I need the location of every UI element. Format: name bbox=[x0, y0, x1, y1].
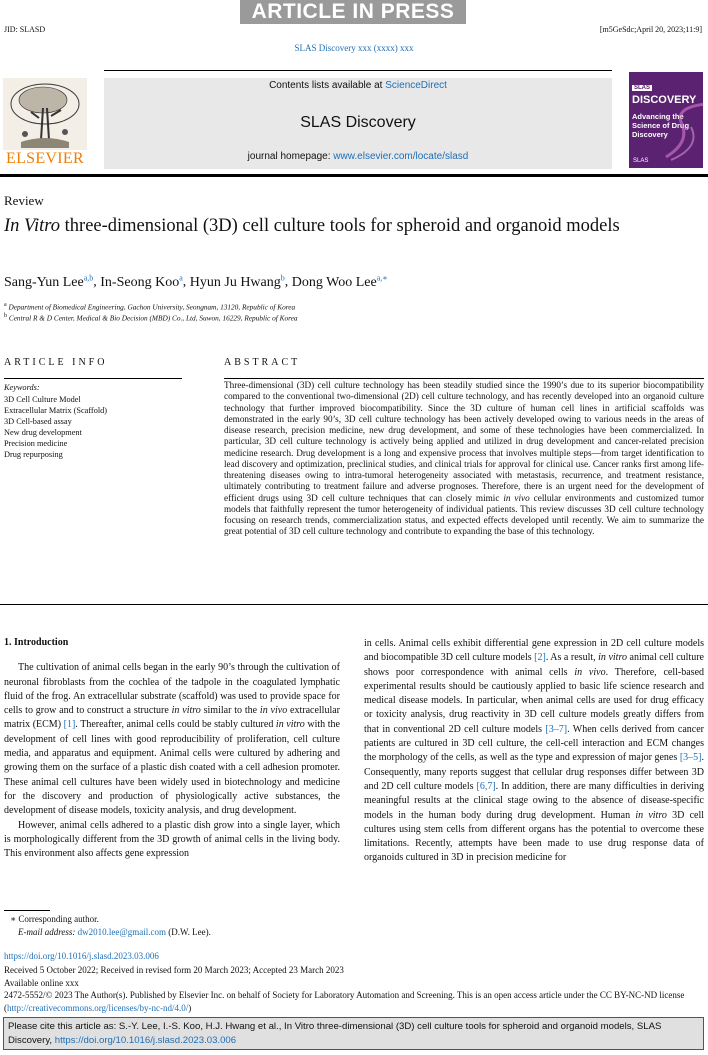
keyword: Extracellular Matrix (Scaffold) bbox=[4, 406, 108, 415]
abstract-text: Three-dimensional (3D) cell culture technology has been steadily studied since the 1990’s due to its superior biocompatibility compared to the conventional two-dimensional (2D) cell culture technology, and has recently developed into an organoid culture technology that further improved biocompatibility. Since the 3D culture of human cell lines in artificial scaffolds was demonstrated in the early 90’s, 3D cell culture technology has been actively developed owing to various needs in the areas of disease research, precision medicine, new drug development, and some of these technologies have been commercialized. In particular, 3D cell culture technology is actively being applied and utilized in drug development and cancer-related precision medicine research. Drug development is a long and expensive process that involves multiple steps—from target identification to lead discovery and optimization, preclinical studies, and clinical trials for approval for clinical use. Cancer ranks first among life-threatening diseases owing to intra-tumoral heterogeneity associated with metastasis, recurrence, and treatment resistance, ultimately contributing to treatment failure and adverse prognoses. Therefore, there is an urgent need for the development of efficient drugs using 3D cell culture techniques that can closely mimic in vivo cellular environments and customized tumor models that faithfully represent the tumor heterogeneity of individual patients. This review discusses 3D cell culture technology focusing on research trends, commercialization status, and expected effects developed until recently. We aim to summarize the great potential of 3D cell culture technology and contribute to expanding the base of this technology. bbox=[224, 380, 705, 537]
cover-tagline: Advancing the Science of Drug Discovery bbox=[632, 112, 690, 139]
masthead-bottom-rule bbox=[0, 174, 708, 177]
affiliation: $^b$ Central R & D Center, Medical & Bio Decision (MBD) Co., Ltd, Suwon, 16229, Republic of Korea bbox=[4, 313, 298, 323]
available-online: Available online xxx bbox=[4, 977, 79, 988]
masthead bbox=[0, 70, 708, 172]
keyword: New drug development bbox=[4, 428, 82, 437]
title-rest: three-dimensional (3D) cell culture tools for spheroid and organoid models bbox=[60, 216, 620, 236]
paragraph: The cultivation of animal cells began in the early 90’s through the cultivation of neuronal fibroblasts from the cochlea of the tadpole in the coagulated lymphatic fluid of the frog. An extracellular substrate (scaffold) was used to provide space for cells to grow and to construct a structure in vitro similar to the in vivo extracellular matrix (ECM) [1]. Thereafter, animal cells could be stably cultured in vitro with the development of cell lines with good reproducibility of proliferation, cell culture media, and apparatus and equipment. Animal cells were cultured by adhering and growing them on the surface of a plastic dish coated with a cell adhesion promoter. These animal cell cultures have been widely used in biotechnology and medicine for the discovery and production of physiologically active substances, the development of disease models, toxicity analysis, and drug development. bbox=[4, 662, 341, 817]
received-dates: Received 5 October 2022; Received in revised form 20 March 2023; Accepted 23 March 2023 bbox=[4, 965, 344, 975]
keyword-list bbox=[4, 394, 107, 460]
build-stamp: [m5GeSdc;April 20, 2023;11:9] bbox=[599, 25, 702, 34]
footnote-rule bbox=[4, 910, 50, 911]
cite-this-article-box: Please cite this article as: S.-Y. Lee, I.-S. Koo, H.J. Hwang et al., In Vitro three-dimensional (3D) cell culture tools for spheroid and organoid models, SLAS Discovery, https://doi.org/10.1016/j.slasd.2023.03.006 bbox=[3, 1017, 704, 1050]
homepage-line bbox=[104, 151, 612, 162]
title-italic: In Vitro bbox=[4, 216, 61, 236]
license-statement: 2472-5552/© 2023 The Author(s). Published by Elsevier Inc. on behalf of Society for Laboratory Automation and Screening. This is an open access article under the CC BY-NC-ND license (http://creativecommons.org/licenses/by-nc-nd/4.0/) bbox=[4, 990, 685, 1013]
citation-doi-link[interactable]: https://doi.org/10.1016/j.slasd.2023.03.006 bbox=[54, 1035, 237, 1046]
doi-link[interactable]: https://doi.org/10.1016/j.slasd.2023.03.006 bbox=[4, 951, 159, 961]
citation-link[interactable]: [2] bbox=[534, 652, 546, 664]
citation-link[interactable]: [3–7] bbox=[545, 723, 568, 735]
journal-name: SLAS Discovery bbox=[300, 114, 416, 131]
cover-footer: SLAS bbox=[633, 158, 649, 164]
author[interactable]: Hyun Ju Hwang$^b$ bbox=[189, 273, 285, 290]
paragraph: in cells. Animal cells exhibit differential gene expression in 2D cell culture models and biocompatible 3D cell culture models [2]. As a result, in vitro animal cell culture shows poor correspondence with animal cells in vivo. Therefore, cell-based experimental results should be cautiously applied to basic life science research and medical disease models. In particular, when animal cells are used for drug efficacy or toxicity analysis, drug reactivity in 3D cell culture models greatly differs from that in conventional 2D cell culture models [3–7]. When cells derived from cancer patients are cultured in 3D cell culture, the cell-cell interaction and ECM changes the morphology of the cells, as well as the type and expression of major genes [3–5]. Consequently, many reports suggest that cellular drug responses differ between 3D and 2D cell culture models [6,7]. In addition, there are many difficulties in deriving meaningful results at the clinical stage owing to the absence of disease-specific models in the human body during drug development. Human in vitro 3D cell cultures using stem cells from different organs has the potential to overcome these limitations. Recently, attempts have been made to use drug response data of organoids cultured in 3D in precision medicine for bbox=[364, 638, 705, 864]
publication-dates bbox=[4, 964, 708, 1014]
masthead-top-rule bbox=[104, 70, 612, 71]
keyword: 3D Cell-based assay bbox=[4, 417, 72, 426]
abstract-rule bbox=[224, 378, 704, 379]
author[interactable]: Sang-Yun Lee$^{a,b}$ bbox=[4, 273, 94, 290]
section-divider bbox=[0, 604, 708, 605]
citation-link[interactable]: [3–5] bbox=[679, 752, 702, 764]
journal-cover[interactable] bbox=[629, 72, 703, 168]
journal-homepage-link[interactable]: www.elsevier.com/locate/slasd bbox=[333, 151, 469, 162]
contents-prefix: Contents lists available at bbox=[269, 80, 386, 91]
sciencedirect-link[interactable]: ScienceDirect bbox=[385, 80, 447, 91]
abstract-heading: ABSTRACT bbox=[224, 357, 301, 368]
masthead-center-box bbox=[104, 78, 612, 169]
citation-link[interactable]: [6,7] bbox=[476, 780, 496, 792]
email-note: E-mail address: dw2010.lee@gmail.com (D.W. Lee). bbox=[18, 927, 211, 937]
body-column-left bbox=[4, 636, 340, 861]
license-link[interactable]: http://creativecommons.org/licenses/by-nc-nd/4.0/ bbox=[7, 1002, 189, 1013]
article-in-press-banner: ARTICLE IN PRESS bbox=[240, 0, 466, 24]
body-column-right bbox=[364, 637, 704, 866]
author[interactable]: Dong Woo Lee$^{a,∗}$ bbox=[291, 273, 388, 290]
keyword: Precision medicine bbox=[4, 439, 68, 448]
affiliation: $^a$ Department of Biomedical Engineering, Gachon University, Seongnam, 13120, Republic of Korea bbox=[4, 302, 296, 312]
article-type: Review bbox=[4, 193, 44, 208]
paragraph: However, animal cells adhered to a plastic dish grow into a single layer, which is morphologically different from the 3D growth of animal cells in the living body. This environment also affects gene expression bbox=[4, 819, 340, 860]
info-rule bbox=[4, 378, 182, 379]
contents-line bbox=[104, 80, 612, 91]
email-link[interactable]: dw2010.lee@gmail.com bbox=[77, 927, 166, 937]
keyword: Drug repurposing bbox=[4, 450, 63, 459]
elsevier-wordmark: ELSEVIER bbox=[6, 150, 84, 167]
journal-id: JID: SLASD bbox=[4, 25, 46, 34]
homepage-prefix: journal homepage: bbox=[247, 151, 334, 162]
author-list: Sang-Yun Lee$^{a,b}$, In-Seong Koo$^a$, Hyun Ju Hwang$^b$, Dong Woo Lee$^{a,∗}$ bbox=[4, 273, 388, 290]
cover-tag: SLAS bbox=[634, 85, 651, 91]
article-info-heading: ARTICLE INFO bbox=[4, 357, 108, 368]
article-title bbox=[4, 214, 664, 239]
section-heading: 1. Introduction bbox=[4, 637, 69, 648]
cover-swirl-graphic bbox=[661, 102, 703, 162]
keywords-label: Keywords: bbox=[4, 383, 40, 392]
citation-link[interactable]: [1] bbox=[63, 719, 76, 731]
corresponding-author-note: ∗ Corresponding author. bbox=[10, 914, 99, 924]
author[interactable]: In-Seong Koo$^a$ bbox=[100, 273, 183, 290]
keyword: 3D Cell Culture Model bbox=[4, 395, 81, 404]
cover-title: DISCOVERY bbox=[632, 94, 697, 106]
journal-reference-link[interactable]: SLAS Discovery xxx (xxxx) xxx bbox=[294, 43, 414, 53]
